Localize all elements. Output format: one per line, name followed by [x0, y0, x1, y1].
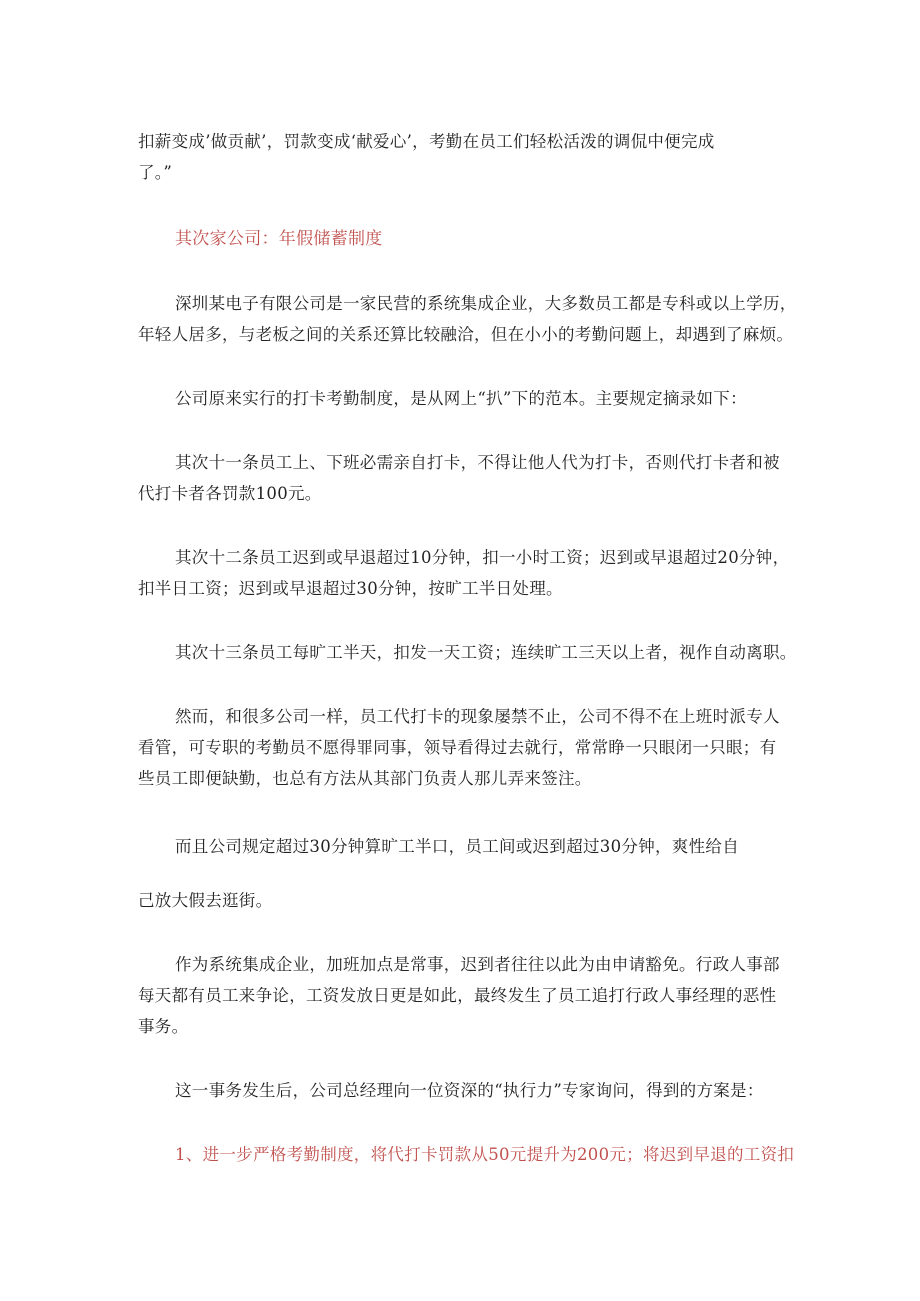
- text-line: 了。”: [138, 163, 173, 182]
- paragraph-30min-rule: 而且公司规定超过30分钟算旷工半口，员工间或迟到超过30分钟，爽性给自: [175, 837, 739, 856]
- paragraph-article-13: 其次十三条员工每旷工半天，扣发一天工资；连续旷工三天以上者，视作自动离职。: [175, 643, 797, 662]
- paragraph-shopping: 己放大假去逛街。: [138, 891, 273, 910]
- text-line: 其次十一条员工上、下班必需亲自打卡，不得让他人代为打卡，否则代打卡者和被: [175, 453, 780, 472]
- text-line: 每天都有员工来争论，工资发放日更是如此，最终发生了员工追打行政人事经理的恶性: [138, 986, 777, 1005]
- text-line: 扣半日工资；迟到或早退超过30分钟，按旷工半日处理。: [138, 579, 563, 598]
- text-line: 看管，可专职的考勤员不愿得罪同事，领导看得过去就行，常常睁一只眼闭一只眼；有: [138, 738, 777, 757]
- text-line: 些员工即便缺勤，也总有方法从其部门负责人那儿弄来签注。: [138, 769, 592, 788]
- paragraph-solution-1: 1、进一步严格考勤制度，将代打卡罚款从50元提升为200元；将迟到早退的工资扣: [175, 1145, 795, 1164]
- text-line: 年轻人居多，与老板之间的关系还算比较融洽，但在小小的考勤问题上，却遇到了麻烦。: [138, 325, 794, 344]
- paragraph-original-system: 公司原来实行的打卡考勤制度，是从网上“扒”下的范本。主要规定摘录如下：: [175, 389, 747, 408]
- text-line: 其次十二条员工迟到或早退超过10分钟，扣一小时工资；迟到或早退超过20分钟，: [175, 548, 790, 567]
- text-line: 然而，和很多公司一样，员工代打卡的现象屡禁不止，公司不得不在上班时派专人: [175, 707, 780, 726]
- text-line: 作为系统集成企业，加班加点是常事，迟到者往往以此为由申请豁免。行政人事部: [175, 955, 780, 974]
- text-line: 事务。: [138, 1017, 189, 1036]
- text-line: 深圳某电子有限公司是一家民营的系统集成企业，大多数员工都是专科或以上学历，: [175, 294, 797, 313]
- text-line: 扣薪变成’做贡献’，罚款变成‘献爱心’，考勤在员工们轻松活泼的调侃中便完成: [138, 132, 715, 151]
- paragraph-consultation: 这一事务发生后，公司总经理向一位资深的“执行力”专家询问，得到的方案是：: [175, 1081, 764, 1100]
- text-line: 代打卡者各罚款100元。: [138, 484, 322, 503]
- section-heading: 其次家公司：年假储蓄制度: [175, 229, 383, 249]
